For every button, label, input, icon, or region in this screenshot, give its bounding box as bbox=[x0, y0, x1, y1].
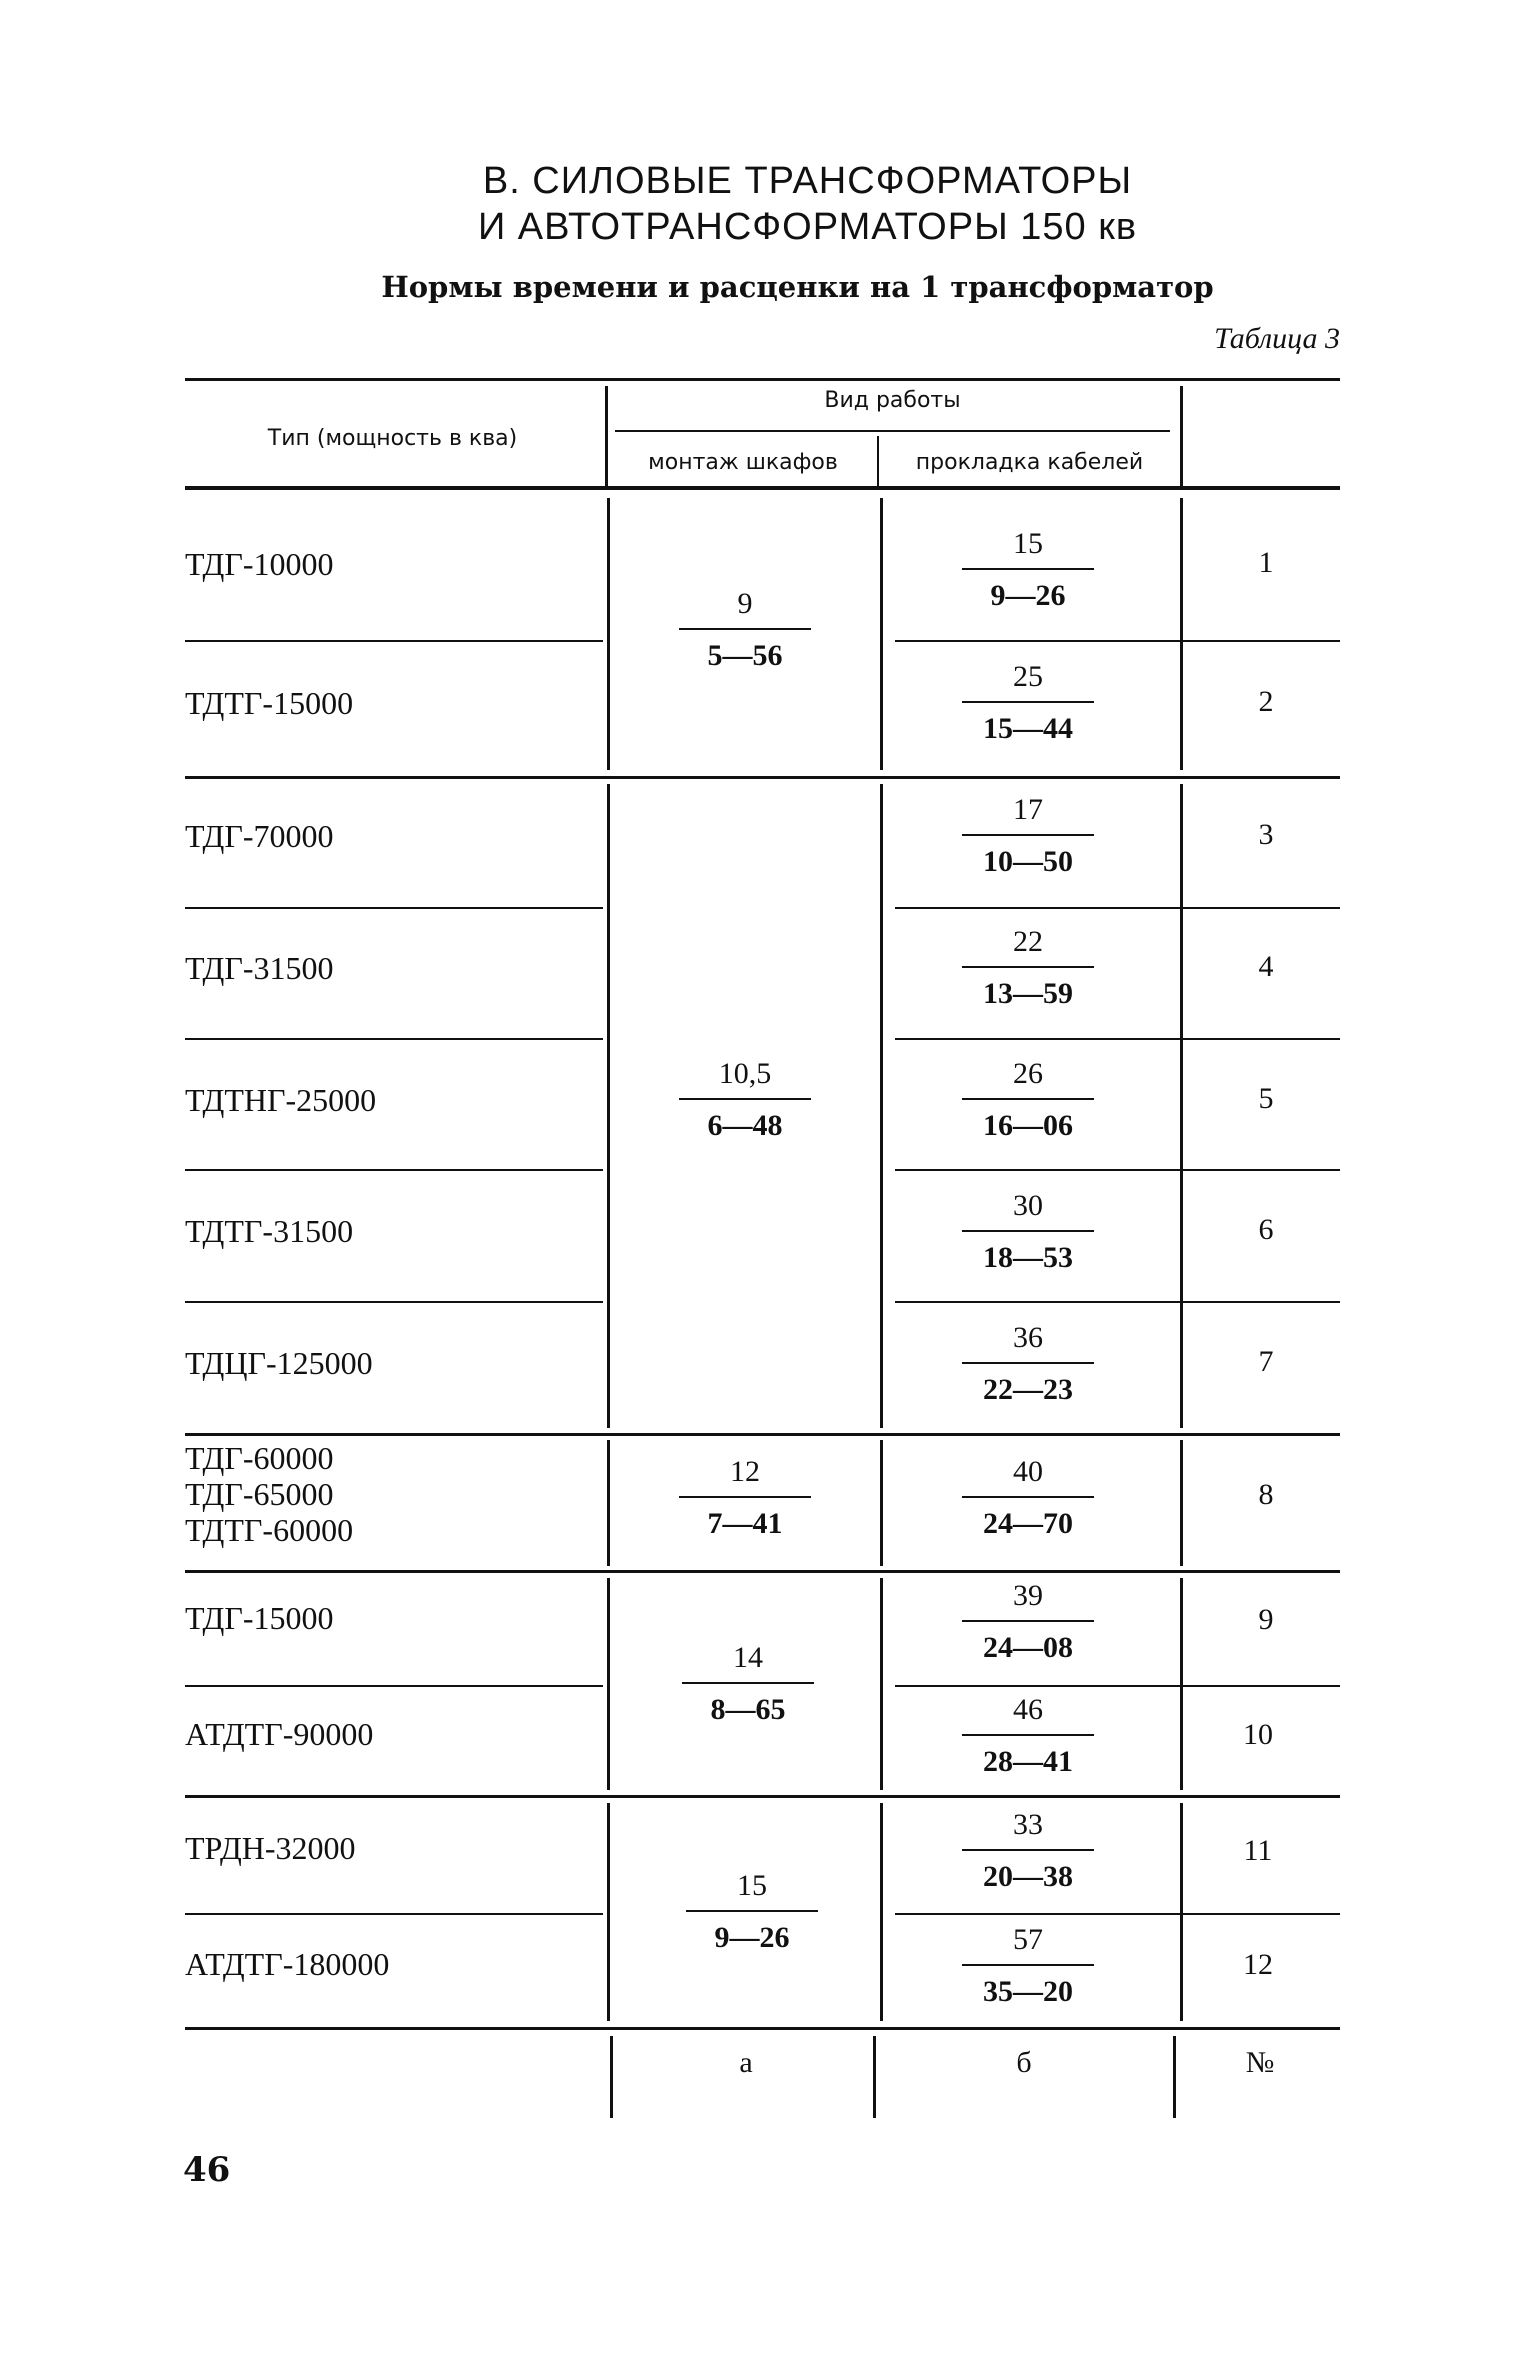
footer-b: б bbox=[1016, 2046, 1032, 2079]
row-number: 5 bbox=[1258, 1082, 1274, 1115]
footer-divider bbox=[1173, 2036, 1176, 2118]
row-number: 2 bbox=[1258, 685, 1274, 718]
row-separator bbox=[895, 1913, 1340, 1915]
column-divider bbox=[1180, 1578, 1183, 1790]
column-b-value: 46 28—41 bbox=[948, 1690, 1108, 1782]
column-b-value: 25 15—44 bbox=[948, 657, 1108, 749]
group-separator bbox=[185, 776, 1340, 779]
row-type: ТДЦГ-125000 bbox=[185, 1345, 373, 1381]
column-b-value: 22 13—59 bbox=[948, 922, 1108, 1014]
row-separator bbox=[185, 1685, 603, 1687]
row-separator bbox=[895, 907, 1340, 909]
column-divider bbox=[880, 784, 883, 1428]
column-b-value: 33 20—38 bbox=[948, 1805, 1108, 1897]
column-b-value: 40 24—70 bbox=[948, 1452, 1108, 1544]
table-label: Таблица 3 bbox=[1214, 322, 1340, 355]
row-number: 10 bbox=[1243, 1718, 1273, 1751]
column-b-value: 57 35—20 bbox=[948, 1920, 1108, 2012]
row-separator bbox=[895, 1685, 1340, 1687]
row-type: ТДГ-60000 bbox=[185, 1440, 334, 1476]
row-separator bbox=[185, 1169, 603, 1171]
row-separator bbox=[895, 640, 1340, 642]
page-number: 46 bbox=[183, 2150, 231, 2190]
row-separator bbox=[895, 1169, 1340, 1171]
column-divider bbox=[880, 1803, 883, 2021]
column-b-value: 15 9—26 bbox=[948, 524, 1108, 616]
footer-a: а bbox=[739, 2046, 753, 2079]
row-number: 6 bbox=[1258, 1213, 1274, 1246]
row-number: 11 bbox=[1243, 1834, 1273, 1867]
column-b-value: 36 22—23 bbox=[948, 1318, 1108, 1410]
heading-line-1: В. СИЛОВЫЕ ТРАНСФОРМАТОРЫ bbox=[482, 160, 1133, 202]
column-divider bbox=[607, 1578, 610, 1790]
header-bottom-rule bbox=[185, 486, 1340, 490]
column-b-value: 26 16—06 bbox=[948, 1054, 1108, 1146]
column-b-value: 39 24—08 bbox=[948, 1576, 1108, 1668]
column-divider bbox=[607, 1803, 610, 2021]
column-a-value: 14 8—65 bbox=[668, 1638, 828, 1730]
row-type: ТДГ-31500 bbox=[185, 950, 334, 986]
row-type: ТДГ-70000 bbox=[185, 818, 334, 854]
work-kind-header: Вид работы bbox=[824, 388, 961, 413]
row-separator bbox=[185, 907, 603, 909]
header-mid-rule bbox=[615, 430, 1170, 432]
table-top-rule bbox=[185, 378, 1340, 381]
column-a-header: монтаж шкафов bbox=[648, 450, 838, 475]
column-divider bbox=[607, 1440, 610, 1566]
row-separator bbox=[185, 1913, 603, 1915]
row-number: 9 bbox=[1258, 1603, 1274, 1636]
row-type: АТДТГ-180000 bbox=[185, 1946, 390, 1982]
row-type: ТДТГ-31500 bbox=[185, 1213, 354, 1249]
footer-no: № bbox=[1245, 2046, 1275, 2079]
column-divider bbox=[1180, 498, 1183, 770]
column-b-value: 30 18—53 bbox=[948, 1186, 1108, 1278]
column-divider bbox=[880, 1440, 883, 1566]
subtitle: Нормы времени и расценки на 1 трансформатор bbox=[381, 270, 1214, 304]
row-separator bbox=[895, 1038, 1340, 1040]
row-separator bbox=[185, 640, 603, 642]
column-divider bbox=[1180, 784, 1183, 1428]
column-a-value: 15 9—26 bbox=[672, 1866, 832, 1958]
header-divider-1 bbox=[605, 386, 608, 486]
header-divider-3 bbox=[1180, 386, 1183, 486]
group-separator bbox=[185, 1433, 1340, 1436]
column-divider bbox=[607, 498, 610, 770]
row-separator bbox=[185, 1301, 603, 1303]
row-type: ТРДН-32000 bbox=[185, 1830, 356, 1866]
type-column-header: Тип (мощность в ква) bbox=[267, 426, 518, 451]
group-separator bbox=[185, 2027, 1340, 2030]
footer-divider bbox=[610, 2036, 613, 2118]
column-a-value: 12 7—41 bbox=[665, 1452, 825, 1544]
row-type: ТДТГ-60000 bbox=[185, 1512, 354, 1548]
row-type: ТДТГ-15000 bbox=[185, 685, 354, 721]
column-a-value: 9 5—56 bbox=[665, 584, 825, 676]
heading-line-2: И АВТОТРАНСФОРМАТОРЫ 150 кв bbox=[477, 206, 1138, 248]
row-number: 3 bbox=[1258, 818, 1274, 851]
row-number: 4 bbox=[1258, 950, 1274, 983]
column-divider bbox=[1180, 1440, 1183, 1566]
group-separator bbox=[185, 1795, 1340, 1798]
group-separator bbox=[185, 1570, 1340, 1573]
row-type: ТДТНГ-25000 bbox=[185, 1082, 377, 1118]
row-type: ТДГ-10000 bbox=[185, 546, 334, 582]
row-type: ТДГ-15000 bbox=[185, 1600, 334, 1636]
row-type: АТДТГ-90000 bbox=[185, 1716, 374, 1752]
row-type: ТДГ-65000 bbox=[185, 1476, 334, 1512]
column-divider bbox=[1180, 1803, 1183, 2021]
column-divider bbox=[607, 784, 610, 1428]
row-number: 1 bbox=[1258, 546, 1274, 579]
row-number: 7 bbox=[1258, 1345, 1274, 1378]
column-a-value: 10,5 6—48 bbox=[665, 1054, 825, 1146]
column-b-header: прокладка кабелей bbox=[915, 450, 1144, 475]
column-divider bbox=[880, 498, 883, 770]
column-divider bbox=[880, 1578, 883, 1790]
column-b-value: 17 10—50 bbox=[948, 790, 1108, 882]
header-divider-2 bbox=[877, 436, 879, 486]
row-number: 12 bbox=[1243, 1948, 1273, 1981]
row-number: 8 bbox=[1258, 1478, 1274, 1511]
row-separator bbox=[895, 1301, 1340, 1303]
footer-divider bbox=[873, 2036, 876, 2118]
row-separator bbox=[185, 1038, 603, 1040]
